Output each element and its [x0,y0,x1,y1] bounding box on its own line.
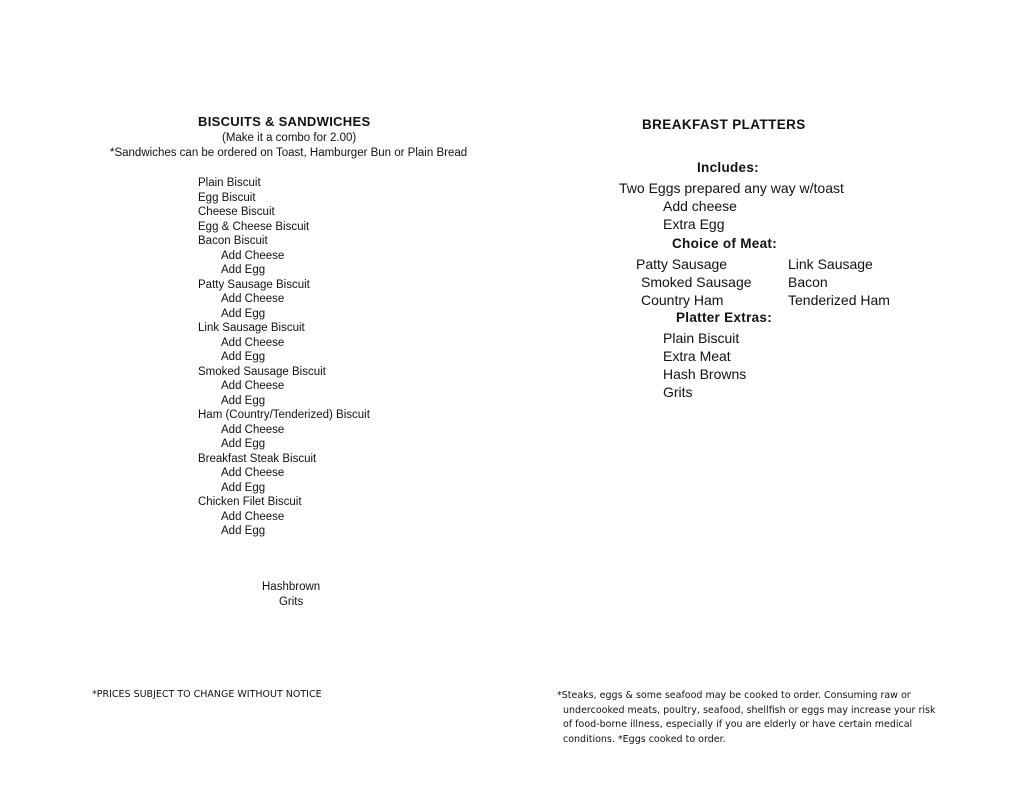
add-on-item: Add Egg [221,351,266,363]
biscuit-item: Cheese Biscuit [198,206,275,218]
meat-heading: Choice of Meat: [672,236,778,251]
add-on-item: Add Egg [221,525,266,537]
extra-item: Plain Biscuit [663,330,740,346]
advisory-line: conditions. *Eggs cooked to order. [563,733,726,745]
side-item: Hashbrown [262,581,321,593]
biscuit-item: Ham (Country/Tenderized) Biscuit [198,409,370,421]
biscuit-menu-list [198,176,370,539]
add-on-item: Add Cheese [221,380,285,392]
biscuit-item: Link Sausage Biscuit [198,322,305,334]
meat-choices [636,255,890,309]
biscuit-item: Breakfast Steak Biscuit [198,452,317,465]
prices-notice: *PRICES SUBJECT TO CHANGE WITHOUT NOTICE [92,689,322,700]
meat-option: Bacon [788,274,828,290]
sides-list [262,580,320,610]
includes-heading: Includes: [697,160,759,175]
biscuit-item: Patty Sausage Biscuit [198,278,310,291]
includes-item: Add cheese [663,198,737,214]
meat-option: Country Ham [641,292,724,308]
includes-item: Extra Egg [663,216,725,232]
extras-list [663,329,746,401]
includes-item: Two Eggs prepared any way w/toast [619,180,844,196]
biscuit-item: Plain Biscuit [198,177,261,189]
advisory-line: of food-borne illness, especially if you are elderly or have certain medical [563,719,913,730]
meat-option: Patty Sausage [636,256,728,272]
meat-option: Smoked Sausage [641,274,752,290]
extra-item: Grits [663,384,693,400]
platters-section-title: BREAKFAST PLATTERS [642,117,806,132]
extras-heading: Platter Extras: [676,310,773,325]
meat-row [636,291,890,309]
meat-row [636,255,890,273]
add-on-item: Add Egg [221,394,266,407]
meat-option: Tenderized Ham [788,292,890,308]
advisory-line: *Steaks, eggs & some seafood may be cooked to order. Consuming raw or [557,690,911,701]
biscuit-item: Egg & Cheese Biscuit [198,220,310,233]
add-on-item: Add Egg [221,438,266,450]
add-on-item: Add Cheese [221,249,285,262]
advisory-line: undercooked meats, poultry, seafood, shellfish or eggs may increase your risk [563,704,936,716]
food-advisory [557,689,935,747]
biscuit-item: Smoked Sausage Biscuit [198,365,326,378]
add-on-item: Add Egg [221,307,266,320]
extra-item: Extra Meat [663,348,731,364]
biscuits-section-title: BISCUITS & SANDWICHES [198,114,371,129]
biscuit-item: Egg Biscuit [198,191,256,204]
add-on-item: Add Egg [221,264,266,276]
add-on-item: Add Cheese [221,423,285,436]
meat-option: Link Sausage [788,256,873,272]
add-on-item: Add Egg [221,481,266,494]
biscuit-item: Chicken Filet Biscuit [198,496,302,508]
meat-row [636,273,890,291]
combo-note: (Make it a combo for 2.00) [222,132,357,144]
biscuit-item: Bacon Biscuit [198,235,268,247]
bread-options-note: *Sandwiches can be ordered on Toast, Hamburger Bun or Plain Bread [110,147,468,159]
extra-item: Hash Browns [663,366,747,382]
add-on-item: Add Cheese [221,336,285,349]
add-on-item: Add Cheese [221,293,285,305]
add-on-item: Add Cheese [221,510,285,523]
side-item: Grits [278,596,304,608]
add-on-item: Add Cheese [221,467,285,479]
